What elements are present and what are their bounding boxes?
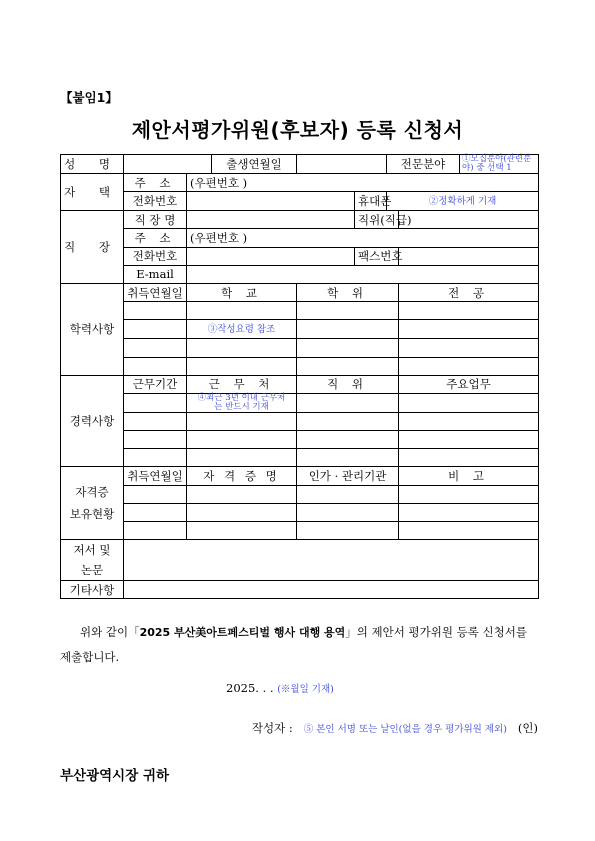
work-phone-row <box>61 247 539 265</box>
other-input[interactable] <box>124 581 539 599</box>
home-mobile-label: 휴대폰 <box>355 192 387 211</box>
home-phone-row <box>61 192 539 211</box>
name-row <box>61 155 539 174</box>
career-header-row <box>61 375 539 393</box>
table-row <box>61 412 539 430</box>
education-note: ③작성요령 참조 <box>207 324 276 336</box>
seal-mark[interactable]: (인) <box>517 721 538 735</box>
career-header-position: 직 위 <box>297 375 399 393</box>
registration-form-table <box>60 154 539 599</box>
work-email-label: E-mail <box>124 265 187 283</box>
work-name-row <box>61 211 539 229</box>
education-section-label: 학력사항 <box>61 283 124 375</box>
education-header-row <box>61 283 539 301</box>
work-fax-label: 팩스번호 <box>355 247 399 265</box>
license-header-remarks: 비 고 <box>399 467 539 485</box>
work-address-label: 주 소 <box>124 229 187 247</box>
table-row <box>61 302 539 320</box>
license-section-label: 자격증 보유현황 <box>61 467 124 540</box>
publications-input[interactable] <box>124 540 539 581</box>
education-header-degree: 학 위 <box>297 283 399 301</box>
birth-input-cell[interactable] <box>297 155 387 174</box>
field-input-cell[interactable] <box>460 155 539 174</box>
page-title: 제안서평가위원(후보자) 등록 신청서 <box>131 118 464 142</box>
license-header-agency: 인가 · 관리기관 <box>297 467 399 485</box>
license-header-row <box>61 467 539 485</box>
work-position-label: 직위(직급) <box>355 211 399 229</box>
other-row <box>61 581 539 599</box>
work-phone-input[interactable] <box>187 247 355 265</box>
work-fax-input[interactable] <box>399 247 539 265</box>
name-label: 성 명 <box>61 155 124 174</box>
table-row <box>61 503 539 521</box>
other-label: 기타사항 <box>61 581 124 599</box>
field-note: ①모집분야(관련분야) 중 선택 1 <box>462 154 532 173</box>
publications-row <box>61 540 539 581</box>
author-label: 작성자 : <box>251 721 293 735</box>
table-row <box>61 320 539 339</box>
career-note: ④최근 3년 이내 근무처는 반드시 기재 <box>197 392 286 412</box>
home-mobile-input[interactable] <box>387 192 539 211</box>
work-name-label: 직 장 명 <box>124 211 187 229</box>
work-address-input[interactable]: (우편번호 ) <box>187 229 539 247</box>
table-row <box>61 357 539 375</box>
mobile-note: ②정확하게 기재 <box>428 196 497 208</box>
home-address-label: 주 소 <box>124 174 187 192</box>
home-address-row <box>61 174 539 192</box>
work-email-row <box>61 265 539 283</box>
date-value[interactable]: 2025. . . <box>226 681 274 695</box>
work-name-input[interactable] <box>187 211 355 229</box>
education-header-major: 전 공 <box>399 283 539 301</box>
author-line <box>252 720 538 736</box>
declaration-text: 위와 같이「2025 부산美아트페스티벌 행사 대행 용역」의 제안서 평가위원 등록 신청서를 제출합니다. <box>60 625 527 664</box>
career-section-label: 경력사항 <box>61 375 124 467</box>
license-header-name: 자 격 증 명 <box>187 467 297 485</box>
table-row <box>61 522 539 540</box>
home-address-input[interactable]: (우편번호 ) <box>187 174 539 192</box>
work-email-input[interactable] <box>187 265 539 283</box>
table-row <box>61 431 539 449</box>
career-header-period: 근무기간 <box>124 375 187 393</box>
table-row <box>61 485 539 503</box>
work-address-row <box>61 229 539 247</box>
table-row <box>61 339 539 357</box>
attachment-label: 【붙임1】 <box>60 90 118 105</box>
table-row <box>61 393 539 412</box>
field-label: 전문분야 <box>387 155 460 174</box>
date-note: (※월일 기재) <box>277 684 334 695</box>
home-section-label: 자 택 <box>61 174 124 211</box>
home-phone-label: 전화번호 <box>124 192 187 211</box>
education-header-date: 취득연월일 <box>124 283 187 301</box>
career-header-employer: 근 무 처 <box>187 375 297 393</box>
career-header-duties: 주요업무 <box>399 375 539 393</box>
publications-label: 저서 및 논문 <box>61 540 124 581</box>
work-section-label: 직 장 <box>61 211 124 284</box>
project-name: 2025 부산美아트페스티벌 행사 대행 용역 <box>139 626 346 639</box>
education-header-school: 학 교 <box>187 283 297 301</box>
work-phone-label: 전화번호 <box>124 247 187 265</box>
date-line <box>226 681 334 695</box>
signature-note: ⑤ 본인 서명 또는 날인(없을 경우 평가위원 제외) <box>303 724 507 735</box>
recipient: 부산광역시장 귀하 <box>60 768 170 784</box>
work-position-input[interactable] <box>399 211 539 229</box>
table-row <box>61 449 539 467</box>
name-input-cell[interactable] <box>124 155 212 174</box>
home-phone-input[interactable] <box>187 192 355 211</box>
license-header-date: 취득연월일 <box>124 467 187 485</box>
birth-label: 출생연월일 <box>212 155 297 174</box>
